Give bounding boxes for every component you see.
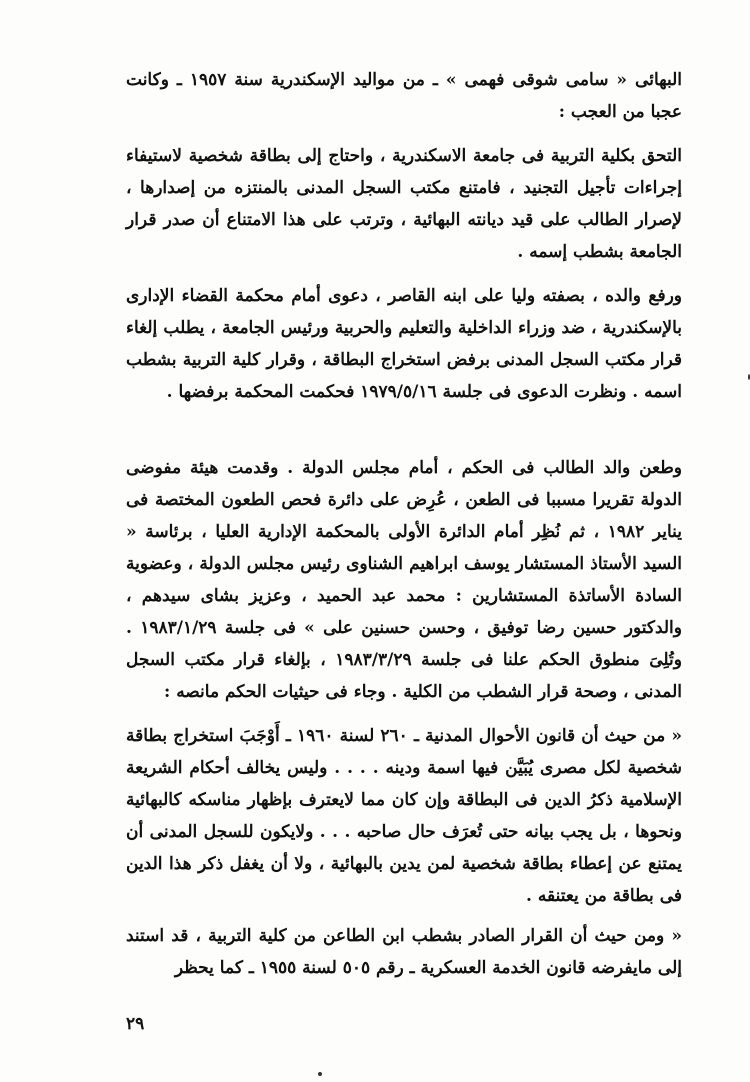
paragraph-text: « من حيث أن قانون الأحوال المدنية ـ ٢٦٠ لسنة ١٩٦٠ ـ أَوْجَبَ استخراج بطاقة شخصية لكل مصرى يُبَيَّن فيها اسمة ودينه . . . . وليس يخالف أحكام الشريعة الإسلامية ذكرُ الدين فى البطاقة وإن كان مما لايعترف بإظهار مناسكه كالبهائية ونحوها ، بل يجب بيانه حتى تُعرَف حال صاحبه . . . ولايكون للسجل المدنى أن يمتنع عن إعطاء بطاقة شخصية لمن يدين بالبهائية ، ولا أن يغفل ذكر هذا الدين فى بطاقة من يعتنقه .: [126, 726, 682, 906]
paragraph-6: [126, 920, 682, 984]
scan-mark: [318, 1072, 322, 1076]
paragraph-text: ورفع والده ، بصفته وليا على ابنه القاصر ، دعوى أمام محكمة القضاء الإدارى بالإسكندرية ، ضد وزراء الداخلية والتعليم والحربية ورئيس الجامعة ، يطلب إلغاء قرار مكتب السجل المدنى برفض استخراج البطاقة ، وقرار كلية التربية بشطب اسمه . ونظرت الدعوى فى جلسة ١٩٧٩/٥/١٦ فحكمت المحكمة برفضها .: [126, 286, 682, 402]
paragraph-4: [126, 452, 682, 708]
paragraph-3: [126, 280, 682, 408]
paragraph-text: « ومن حيث أن القرار الصادر بشطب ابن الطاعن من كلية التربية ، قد استند إلى مايفرضه قانون الخدمة العسكرية ـ رقم ٥٠٥ لسنة ١٩٥٥ ـ كما يحظر: [126, 926, 682, 978]
page-number: ٢٩: [126, 1014, 145, 1034]
paragraph-5: [126, 720, 682, 912]
paragraph-1: [126, 64, 682, 128]
paragraph-2: [126, 140, 682, 268]
paragraph-text: البهائى « سامى شوقى فهمى » ـ من مواليد الإسكندرية سنة ١٩٥٧ ـ وكانت عجبا من العجب :: [126, 70, 682, 122]
paragraph-text: التحق بكلية التربية فى جامعة الاسكندرية ، واحتاج إلى بطاقة شخصية لاستيفاء إجراءات تأجيل التجنيد ، فامتنع مكتب السجل المدنى بالمنتزه من إصدارها ، لإصرار الطالب على قيد ديانته البهائية ، وترتب على هذا الامتناع أن صدر قرار الجامعة بشطب إسمه .: [126, 146, 682, 262]
paragraph-text: وطعن والد الطالب فى الحكم ، أمام مجلس الدولة . وقدمت هيئة مفوضى الدولة تقريرا مسببا فى الطعن ، عُرِض على دائرة فحص الطعون المختصة فى يناير ١٩٨٢ ، ثم نُظِر أمام الدائرة الأولى بالمحكمة الإدارية العليا ، برئاسة « السيد الأستاذ المستشار يوسف ابراهيم الشناوى رئيس مجلس الدولة ، وعضوية السادة الأساتذة المستشارين : محمد عبد الحميد ، وعزيز بشاى سيدهم ، والدكتور حسين رضا توفيق ، وحسن حسنين على » فى جلسة ١٩٨٣/١/٢٩ . وتُلِىَ منطوق الحكم علنا فى جلسة ١٩٨٣/٣/٢٩ ، بإلغاء قرار مكتب السجل المدنى ، وصحة قرار الشطب من الكلية . وجاء فى حيثيات الحكم مانصه :: [126, 458, 682, 702]
